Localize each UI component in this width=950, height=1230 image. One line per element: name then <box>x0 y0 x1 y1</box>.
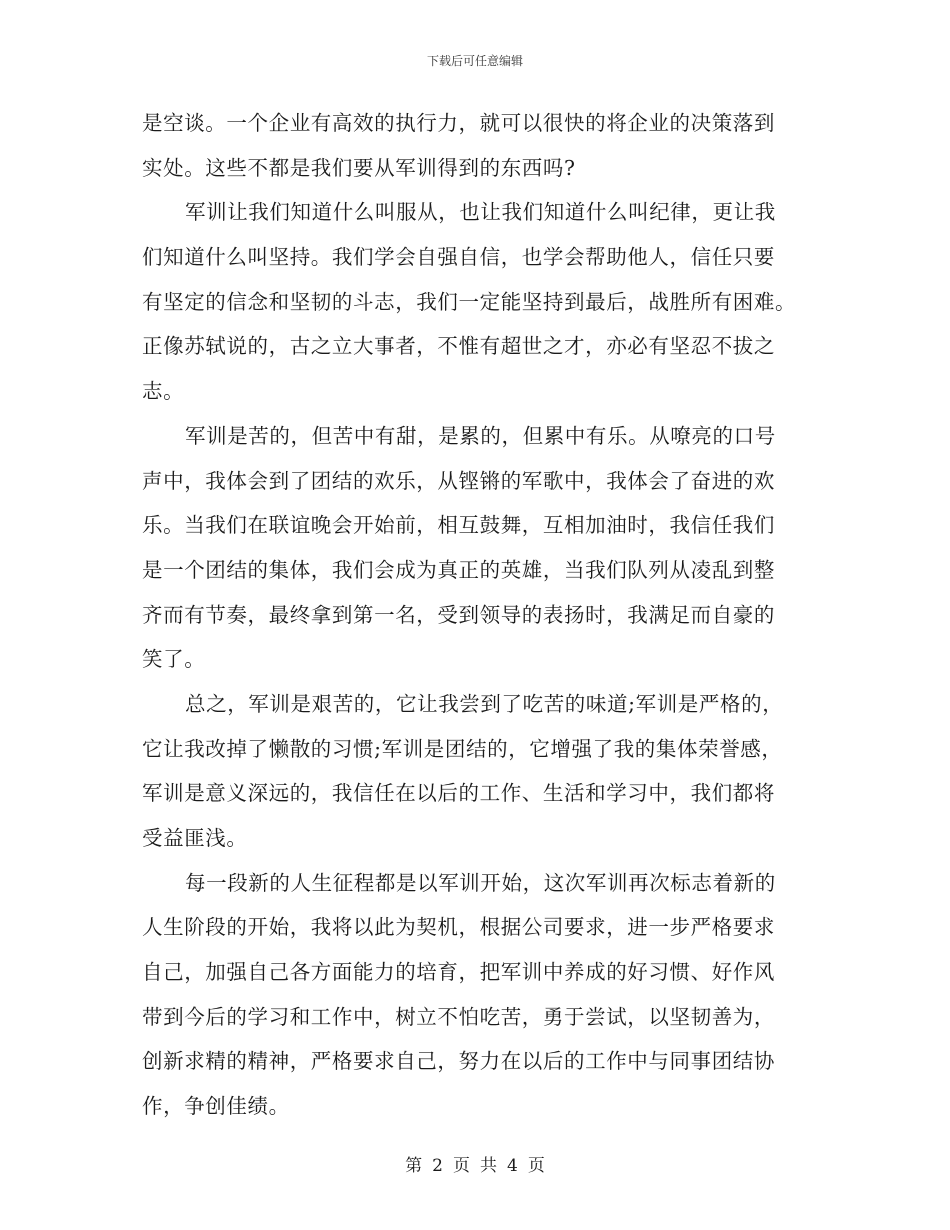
text-line: 受益匪浅。 <box>142 826 248 850</box>
text-line: 带到今后的学习和工作中，树立不怕吃苦，勇于尝试，以坚韧善为， <box>142 1004 775 1029</box>
text-line: 有坚定的信念和坚韧的斗志，我们一定能坚持到最后，战胜所有困难。 <box>142 289 797 314</box>
page-header: 下载后可任意编辑 <box>426 54 523 68</box>
text-line: 是一个团结的集体，我们会成为真正的英雄，当我们队列从凌乱到整 <box>142 557 775 582</box>
document-body <box>142 101 810 1129</box>
text-line: 正像苏轼说的，古之立大事者，不惟有超世之才，亦必有坚忍不拔之 <box>142 334 775 359</box>
text-line: 自己，加强自己各方面能力的培育，把军训中养成的好习惯、好作风 <box>142 960 775 985</box>
text-line: 乐。当我们在联谊晚会开始前，相互鼓舞，互相加油时，我信任我们 <box>142 513 775 538</box>
page-number: 2 <box>432 1156 443 1176</box>
paragraph-start-line: 总之，军训是艰苦的，它让我尝到了吃苦的味道;军训是严格的， <box>185 691 784 716</box>
total-label-prefix: 共 <box>480 1156 497 1176</box>
total-pages: 4 <box>507 1156 518 1176</box>
text-line: 它让我改掉了懒散的习惯;军训是团结的，它增强了我的集体荣誉感， <box>142 736 783 761</box>
paragraph-start-line: 每一段新的人生征程都是以军训开始，这次军训再次标志着新的 <box>185 870 776 895</box>
text-line: 创新求精的精神，严格要求自己，努力在以后的工作中与同事团结协 <box>142 1049 775 1074</box>
text-line: 军训是意义深远的，我信任在以后的工作、生活和学习中，我们都将 <box>142 781 775 806</box>
text-line: 作，争创佳绩。 <box>142 1094 290 1119</box>
text-line: 人生阶段的开始，我将以此为契机，根据公司要求，进一步严格要求 <box>142 915 775 940</box>
text-line: 是空谈。一个企业有高效的执行力，就可以很快的将企业的决策落到 <box>142 111 775 135</box>
text-line: 们知道什么叫坚持。我们学会自强自信，也学会帮助他人，信任只要 <box>142 245 775 270</box>
page-label-suffix: 页 <box>527 1156 545 1176</box>
text-line: 志。 <box>142 379 185 404</box>
text-line: 笑了。 <box>142 647 206 672</box>
page-footer <box>0 1155 950 1177</box>
text-line: 齐而有节奏，最终拿到第一名，受到领导的表扬时，我满足而自豪的 <box>142 602 775 627</box>
paragraph-start-line: 军训是苦的，但苦中有甜，是累的，但累中有乐。从嘹亮的口号 <box>185 423 776 448</box>
text-line: 声中，我体会到了团结的欢乐，从铿锵的军歌中，我体会了奋进的欢 <box>142 468 775 493</box>
text-line: 实处。这些不都是我们要从军训得到的东西吗? <box>142 155 576 180</box>
page-label-mid: 页 <box>453 1156 470 1176</box>
page-label-prefix: 第 <box>405 1156 423 1176</box>
paragraph-start-line: 军训让我们知道什么叫服从，也让我们知道什么叫纪律，更让我 <box>185 200 776 225</box>
